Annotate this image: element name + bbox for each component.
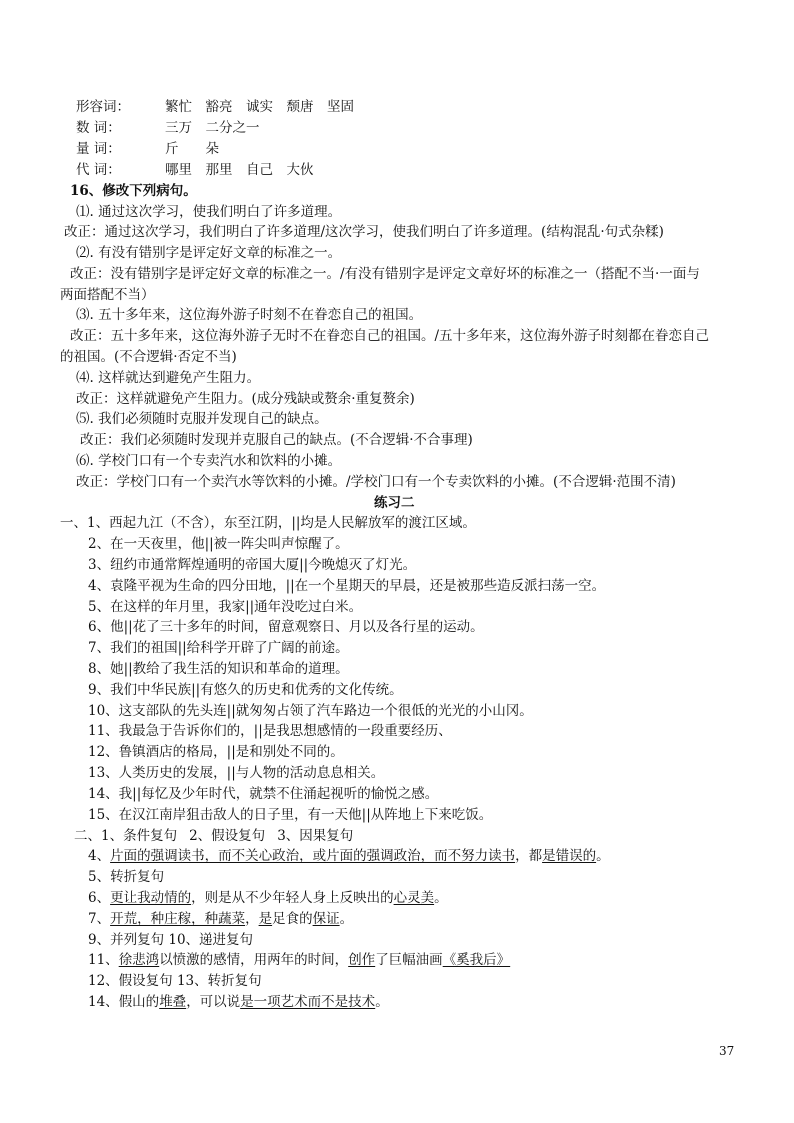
- plain-text: 假山的: [118, 994, 160, 1010]
- plain-text: 。: [434, 890, 448, 906]
- ex2-q4: [88, 846, 610, 866]
- ex2-item: 6、他||花了三十多年的时间，留意观察日、月以及各行星的运动。: [88, 619, 484, 635]
- plain-text: 以愤激的感情，用两年的时间，: [159, 952, 349, 968]
- ex2-item: 12、鲁镇酒店的格局，||是和别处不同的。: [88, 744, 344, 760]
- q-num: 6、: [88, 890, 111, 906]
- s16-line: ⑷. 这样就达到避免产生阻力。: [76, 370, 261, 386]
- plain-text: ，: [245, 911, 259, 927]
- pos-num-words: 三万 二分之一: [165, 120, 260, 136]
- ex2-item: 8、她||教给了我生活的知识和革命的道理。: [88, 661, 349, 677]
- plain-text: ，可以说: [186, 994, 241, 1010]
- underlined-text: 开荒，种庄稼，种蔬菜: [110, 911, 246, 927]
- plain-text: 足食的: [272, 911, 313, 927]
- part2-item: 3、因果复句: [277, 828, 354, 844]
- ex2-item: 4、袁隆平视为生命的四分田地，||在一个星期天的早晨，还是被那些造反派扫荡一空。: [88, 578, 606, 594]
- s16-line: ⑵. 有没有错别字是评定好文章的标准之一。: [76, 245, 342, 261]
- pos-mea-label: 量 词：: [76, 141, 121, 157]
- part2-item: 二、1、条件复句: [74, 828, 178, 844]
- q-num: 11、: [88, 952, 119, 968]
- underlined-text: 心灵美: [393, 890, 435, 906]
- plain-text: ，则是从不少年轻人身上反映出的: [191, 890, 394, 906]
- plain-text: ，都: [515, 848, 543, 864]
- pos-mea-words: 斤 朵: [165, 141, 219, 157]
- underlined-text: 是一项艺术而不是技术: [240, 994, 376, 1010]
- q-num: 4、: [88, 848, 111, 864]
- s16-line: 改正：五十多年来，这位海外游子无时不在眷恋自己的祖国。/五十多年来，这位海外游子时刻都在眷恋自己: [70, 328, 710, 344]
- underlined-text: 是错误的: [542, 848, 597, 864]
- s16-line: ⑸. 我们必须随时克服并发现自己的缺点。: [76, 411, 328, 427]
- part2-item: 2、假设复句: [189, 828, 266, 844]
- ex2-q14: [88, 992, 389, 1012]
- ex2-item: 一、1、西起九江（不含），东至江阴，||均是人民解放军的渡江区域。: [60, 515, 476, 531]
- s16-line: 改正：我们必须随时发现并克服自己的缺点。(不合逻辑·不合事理): [80, 432, 473, 448]
- ex2-item: 5、在这样的年月里，我家||通年没吃过白米。: [88, 599, 363, 615]
- ex2-item: 11、我最急于告诉你们的，||是我思想感情的一段重要经历、: [88, 723, 452, 739]
- ex2-item: 9、我们中华民族||有悠久的历史和优秀的文化传统。: [88, 682, 403, 698]
- s16-line: 两面搭配不当）: [60, 287, 155, 303]
- s16-line: 改正：没有错别字是评定好文章的标准之一。/有没有错别字是评定文章好坏的标准之一（搭配不当·一面与: [70, 266, 700, 282]
- s16-line: 改正：通过这次学习，我们明白了许多道理/这次学习，使我们明白了许多道理。(结构混乱·句式杂糅): [64, 224, 664, 240]
- ex2-part2-head: [74, 826, 353, 846]
- ex2-item: 15、在汉江南岸狙击敌人的日子里，有一天他||从阵地上下来吃饭。: [88, 807, 493, 823]
- pos-pro-words: 哪里 那里 自己 大伙: [165, 162, 314, 178]
- ex2-q12: 12、假设复句 13、转折复句: [88, 973, 262, 989]
- ex2-item: 13、人类历史的发展，||与人物的活动息息相关。: [88, 765, 385, 781]
- underlined-text: 堆叠: [159, 994, 187, 1010]
- ex2-q11: [88, 950, 510, 970]
- pos-num-label: 数 词：: [76, 120, 121, 136]
- plain-text: 了巨幅油画: [375, 952, 443, 968]
- ex2-item: 7、我们的祖国||给科学开辟了广阔的前途。: [88, 640, 349, 656]
- ex2-q9: 9、并列复句 10、递进复句: [88, 932, 254, 948]
- plain-text: 。: [375, 994, 389, 1010]
- underlined-text: 创作: [348, 952, 376, 968]
- ex2-item: 10、这支部队的先头连||就匆匆占领了汽车路边一个很低的光光的小山冈。: [88, 703, 533, 719]
- s16-line: ⑶. 五十多年来，这位海外游子时刻不在眷恋自己的祖国。: [76, 307, 423, 323]
- q-num: 7、: [88, 911, 111, 927]
- s16-line: ⑴. 通过这次学习，使我们明白了许多道理。: [76, 204, 342, 220]
- pos-pro-label: 代 词：: [76, 162, 121, 178]
- underlined-text: 更让我动情的: [110, 890, 192, 906]
- s16-line: ⑹. 学校门口有一个专卖汽水和饮料的小摊。: [76, 453, 342, 469]
- underlined-text: 是: [258, 911, 273, 927]
- ex2-item: 2、在一天夜里，他||被一阵尖叫声惊醒了。: [88, 536, 349, 552]
- s16-line: 的祖国。(不合逻辑·否定不当): [60, 349, 237, 365]
- underlined-text: 《奚我后》: [442, 952, 511, 968]
- plain-text: 。: [596, 848, 610, 864]
- q-num: 14、: [88, 994, 119, 1010]
- underlined-text: 保证: [312, 911, 340, 927]
- section16-heading: 16、修改下列病句。: [70, 183, 197, 199]
- ex2-q5: 5、转折复句: [88, 869, 165, 885]
- ex2-item: 14、我||每忆及少年时代，就禁不住涌起视听的愉悦之感。: [88, 786, 439, 802]
- s16-line: 改正：这样就避免产生阻力。(成分残缺或赘余·重复赘余): [76, 391, 415, 407]
- underlined-text: 片面的强调读书，而不关心政治，或片面的强调政治，而不努力读书: [110, 848, 516, 864]
- page-number: 37: [719, 1044, 735, 1058]
- s16-line: 改正：学校门口有一个卖汽水等饮料的小摊。/学校门口有一个专卖饮料的小摊。(不合逻辑·范围不清): [76, 474, 676, 490]
- pos-adj-label: 形容词：: [76, 99, 130, 115]
- underlined-text: 徐悲鸿: [118, 952, 160, 968]
- plain-text: 。: [339, 911, 354, 927]
- ex2-q6: [88, 888, 448, 908]
- pos-adj-words: 繁忙 豁亮 诚实 颓唐 坚固: [165, 99, 354, 115]
- exercise2-title: 练习二: [374, 495, 415, 511]
- ex2-q7: [88, 909, 353, 929]
- ex2-item: 3、纽约市通常辉煌通明的帝国大厦||今晚熄灭了灯光。: [88, 557, 417, 573]
